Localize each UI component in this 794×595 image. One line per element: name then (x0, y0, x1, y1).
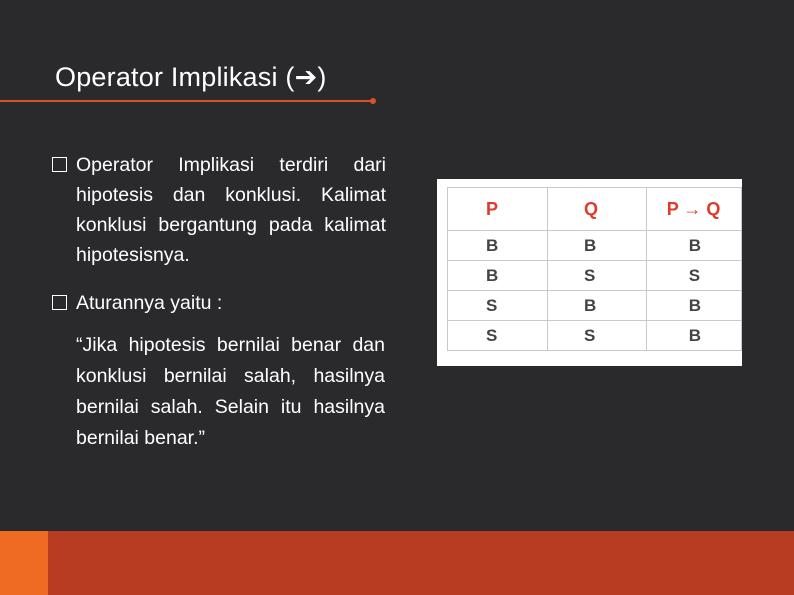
table-row (448, 231, 742, 261)
table-cell: B (646, 321, 741, 351)
table-cell: B (548, 231, 647, 261)
table-row (448, 321, 742, 351)
checkbox-bullet-icon (52, 157, 67, 172)
table-cell: B (646, 291, 741, 321)
truth-table (447, 187, 742, 351)
table-row (448, 291, 742, 321)
table-cell: B (548, 291, 647, 321)
truth-table-image (437, 179, 742, 366)
table-cell: S (548, 321, 647, 351)
table-cell: B (448, 261, 548, 291)
table-cell: S (548, 261, 647, 291)
table-cell: S (448, 321, 548, 351)
header-q: Q (548, 188, 647, 231)
footer-bar (48, 531, 794, 595)
truth-table-header-row (448, 188, 742, 231)
header-p: P (448, 188, 548, 231)
footer-accent-block (0, 531, 48, 595)
bullet-text: Operator Implikasi terdiri dari hipotesis dan konklusi. Kalimat konklusi bergantung pada kalimat hipotesisnya. (76, 154, 386, 266)
title-underline (0, 100, 372, 102)
table-row (448, 261, 742, 291)
bullet-text: Aturannya yaitu : (76, 292, 223, 314)
title-underline-end-dot (370, 98, 376, 104)
header-p-implies-q: P → Q (646, 188, 741, 231)
bullet-item-rule (52, 288, 386, 318)
table-cell: S (448, 291, 548, 321)
bullet-item-definition (52, 150, 386, 270)
slide-title: Operator Implikasi (➔) (55, 62, 327, 92)
table-cell: B (646, 231, 741, 261)
rule-quote: “Jika hipotesis bernilai benar dan konklusi bernilai salah, hasilnya bernilai salah. Selain itu hasilnya bernilai benar.” (76, 334, 385, 449)
table-cell: S (646, 261, 741, 291)
table-cell: B (448, 231, 548, 261)
checkbox-bullet-icon (52, 295, 67, 310)
